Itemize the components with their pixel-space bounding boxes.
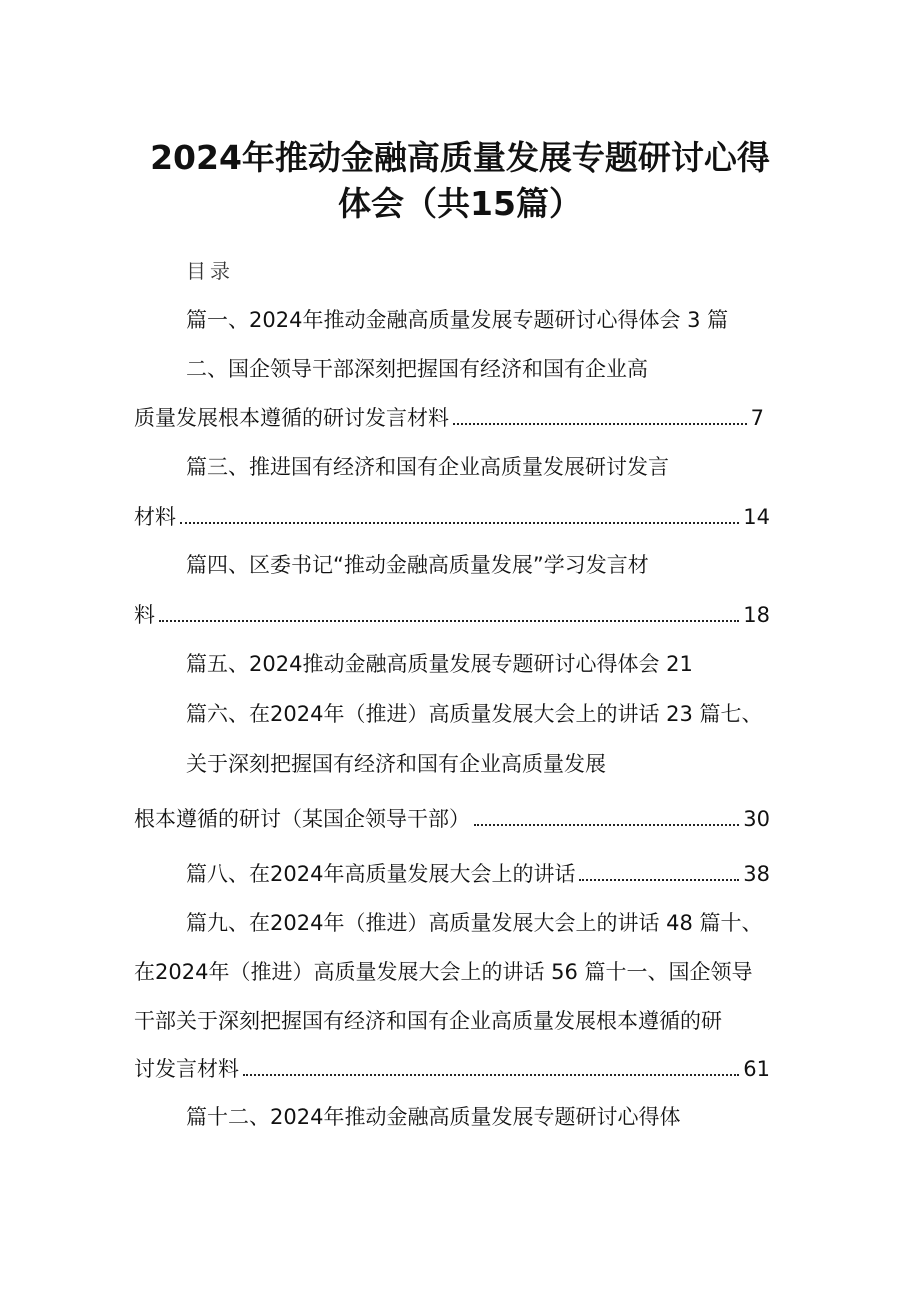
toc-entry-9[interactable]: 篇九、在2024年（推进）高质量发展大会上的讲话 48 篇十、 (186, 911, 763, 935)
toc-entry-7-line-2[interactable] (134, 804, 770, 834)
toc-entry-11-line-2[interactable] (134, 1054, 770, 1084)
toc-heading: 目录 (186, 259, 234, 283)
toc-entry-3-line-1[interactable]: 篇三、推进国有经济和国有企业高质量发展研讨发言 (186, 455, 669, 479)
toc-entry-2-line-2[interactable] (134, 403, 764, 433)
toc-entry-2-line-1[interactable]: 二、国企领导干部深刻把握国有经济和国有企业高 (186, 357, 648, 381)
toc-page-number: 14 (743, 505, 770, 529)
toc-entry-5[interactable]: 篇五、2024推动金融高质量发展专题研讨心得体会 21 (186, 652, 693, 676)
toc-entry-text: 料 (134, 603, 155, 627)
toc-entry-11-line-1[interactable]: 干部关于深刻把握国有经济和国有企业高质量发展根本遵循的研 (134, 1009, 722, 1033)
document-title-line-1: 2024年推动金融高质量发展专题研讨心得 (150, 138, 770, 177)
dot-leader (243, 1074, 739, 1076)
toc-entry-text: 质量发展根本遵循的研讨发言材料 (134, 406, 449, 430)
toc-entry-7-line-1[interactable]: 关于深刻把握国有经济和国有企业高质量发展 (186, 752, 606, 776)
toc-page-number: 38 (743, 862, 770, 886)
toc-entry-1[interactable]: 篇一、2024年推动金融高质量发展专题研讨心得体会 3 篇 (186, 308, 729, 332)
toc-entry-text: 讨发言材料 (134, 1057, 239, 1081)
toc-entry-6[interactable]: 篇六、在2024年（推进）高质量发展大会上的讲话 23 篇七、 (186, 702, 763, 726)
toc-page-number: 30 (743, 807, 770, 831)
toc-entry-10[interactable]: 在2024年（推进）高质量发展大会上的讲话 56 篇十一、国企领导 (134, 960, 753, 984)
toc-entry-4-line-2[interactable] (134, 600, 770, 630)
toc-entry-12[interactable]: 篇十二、2024年推动金融高质量发展专题研讨心得体 (186, 1105, 681, 1129)
toc-entry-text: 材料 (134, 505, 176, 529)
toc-page-number: 61 (743, 1057, 770, 1081)
toc-entry-3-line-2[interactable] (134, 502, 770, 532)
dot-leader (180, 522, 739, 524)
dot-leader (159, 620, 739, 622)
toc-entry-text: 篇八、在2024年高质量发展大会上的讲话 (186, 862, 576, 886)
toc-entry-4-line-1[interactable]: 篇四、区委书记“推动金融高质量发展”学习发言材 (186, 553, 649, 577)
toc-page-number: 7 (750, 406, 764, 430)
dot-leader (453, 423, 747, 425)
dot-leader (474, 824, 739, 826)
document-title-line-2: 体会（共15篇） (338, 184, 582, 223)
dot-leader (579, 879, 739, 881)
toc-page-number: 18 (743, 603, 770, 627)
toc-entry-text: 根本遵循的研讨（某国企领导干部） (134, 807, 470, 831)
toc-entry-8[interactable] (186, 859, 770, 889)
